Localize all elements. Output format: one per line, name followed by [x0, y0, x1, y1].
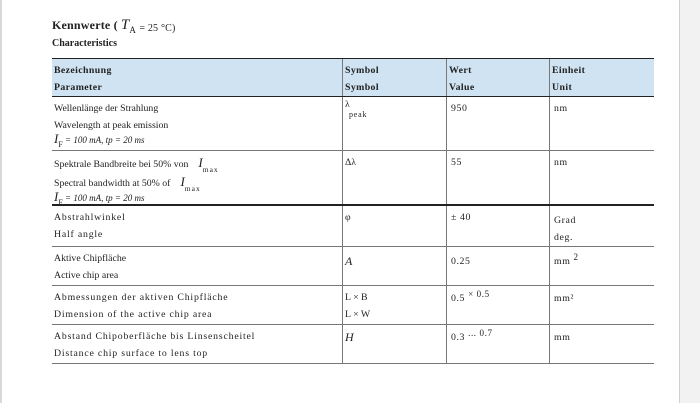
imax-subscript: max — [202, 165, 219, 174]
header-unit — [550, 59, 655, 97]
cond-text: = 100 mA, tp = 20 ms — [65, 193, 145, 203]
header-value-en: Value — [449, 82, 475, 93]
value-line — [447, 325, 549, 346]
row-parameter — [52, 151, 343, 205]
cond-text: = 100 mA, tp = 20 ms — [65, 135, 145, 145]
row-unit — [550, 324, 655, 363]
value-line — [447, 286, 549, 307]
row-unit — [550, 205, 655, 247]
value-superscript: ... 0.7 — [468, 327, 493, 338]
table-row — [52, 285, 654, 324]
row-parameter — [52, 324, 343, 363]
symbol-subscript: peak — [349, 110, 368, 119]
cond-current-sub: F — [58, 140, 63, 149]
row-symbol — [343, 151, 447, 205]
unit: mm — [554, 255, 571, 267]
param-en: Distance chip surface to lens top — [54, 347, 208, 359]
symbol-lxb: L × B — [345, 291, 368, 303]
unit: mm² — [554, 292, 574, 304]
row-unit — [550, 246, 655, 285]
section-heading — [52, 18, 176, 51]
row-value — [447, 151, 550, 205]
page-left-edge — [0, 0, 2, 403]
param-en: Wavelength at peak emission — [54, 120, 169, 131]
header-value — [447, 59, 550, 97]
table-row — [52, 97, 654, 151]
header-parameter — [52, 59, 343, 97]
table-row — [52, 151, 654, 205]
unit-en: deg. — [554, 231, 573, 243]
row-value — [447, 285, 550, 324]
param-de: Aktive Chipfläche — [54, 252, 127, 264]
row-symbol — [343, 285, 447, 324]
param-de-line — [52, 151, 342, 173]
cond-current-sub: F — [58, 198, 63, 207]
header-symbol-en: Symbol — [345, 82, 379, 93]
row-symbol — [343, 97, 447, 151]
table-header-row — [52, 59, 654, 97]
unit: nm — [554, 103, 568, 114]
unit-de: Grad — [554, 214, 576, 226]
unit-line — [550, 247, 654, 270]
row-parameter — [52, 205, 343, 247]
heading-prefix: Kennwerte ( — [52, 18, 118, 32]
unit: nm — [554, 157, 568, 168]
temp-value: = 25 °C) — [139, 23, 176, 34]
param-en: Active chip area — [54, 269, 119, 281]
value: 55 — [451, 157, 462, 168]
header-parameter-de: Bezeichnung — [54, 65, 112, 76]
header-unit-en: Unit — [552, 82, 573, 93]
param-de: Abstand Chipoberfläche bis Linsenscheitel — [54, 330, 256, 342]
header-unit-de: Einheit — [552, 65, 586, 76]
test-condition — [52, 189, 342, 207]
row-value — [447, 246, 550, 285]
param-en: Spectral bandwidth at 50% of — [54, 178, 171, 189]
cond-current-symbol: I — [54, 189, 59, 204]
param-en-line — [52, 173, 342, 192]
temp-subscript: A — [129, 25, 137, 35]
page-right-border — [679, 0, 680, 403]
param-en: Dimension of the active chip area — [54, 308, 213, 320]
table-row — [52, 324, 654, 363]
heading-subtitle: Characteristics — [52, 38, 117, 49]
row-unit — [550, 285, 655, 324]
heading-title — [52, 18, 176, 34]
row-value — [447, 97, 550, 151]
row-unit — [550, 97, 655, 151]
row-value — [447, 205, 550, 247]
row-parameter — [52, 285, 343, 324]
value: 0.25 — [451, 255, 471, 267]
imax-symbol: I — [198, 155, 203, 170]
row-symbol — [343, 324, 447, 363]
row-unit — [550, 151, 655, 205]
test-condition — [52, 131, 342, 149]
value: 0.3 — [451, 331, 466, 343]
symbol-a: A — [345, 253, 353, 268]
table-row — [52, 246, 654, 285]
row-parameter — [52, 246, 343, 285]
table-row — [52, 205, 654, 247]
param-de: Spektrale Bandbreite bei 50% von — [54, 159, 189, 170]
header-value-de: Wert — [449, 65, 472, 76]
value-superscript: × 0.5 — [468, 288, 490, 299]
symbol-h: H — [345, 329, 354, 344]
temp-symbol: T — [120, 17, 130, 33]
unit-superscript: 2 — [573, 251, 579, 262]
symbol-lambda: λ — [345, 99, 350, 110]
header-symbol — [343, 59, 447, 97]
row-value — [447, 324, 550, 363]
symbol-delta-lambda: Δλ — [345, 157, 357, 168]
unit: mm — [554, 331, 571, 343]
symbol-phi: φ — [345, 211, 351, 223]
symbol-lxw: L × W — [345, 308, 371, 320]
param-de: Wellenlänge der Strahlung — [54, 103, 159, 114]
row-symbol — [343, 205, 447, 247]
row-parameter — [52, 97, 343, 151]
value: ± 40 — [451, 211, 472, 223]
row-symbol — [343, 246, 447, 285]
value: 0.5 — [451, 292, 466, 304]
imax-symbol: I — [180, 174, 185, 189]
value: 950 — [451, 103, 468, 114]
param-de: Abstrahlwinkel — [54, 211, 126, 223]
param-de: Abmessungen der aktiven Chipfläche — [54, 291, 229, 303]
characteristics-table — [52, 58, 654, 364]
header-parameter-en: Parameter — [54, 82, 103, 93]
param-en: Half angle — [54, 228, 104, 240]
header-symbol-de: Symbol — [345, 65, 379, 76]
cond-current-symbol: I — [54, 131, 59, 146]
imax-subscript: max — [184, 184, 201, 193]
